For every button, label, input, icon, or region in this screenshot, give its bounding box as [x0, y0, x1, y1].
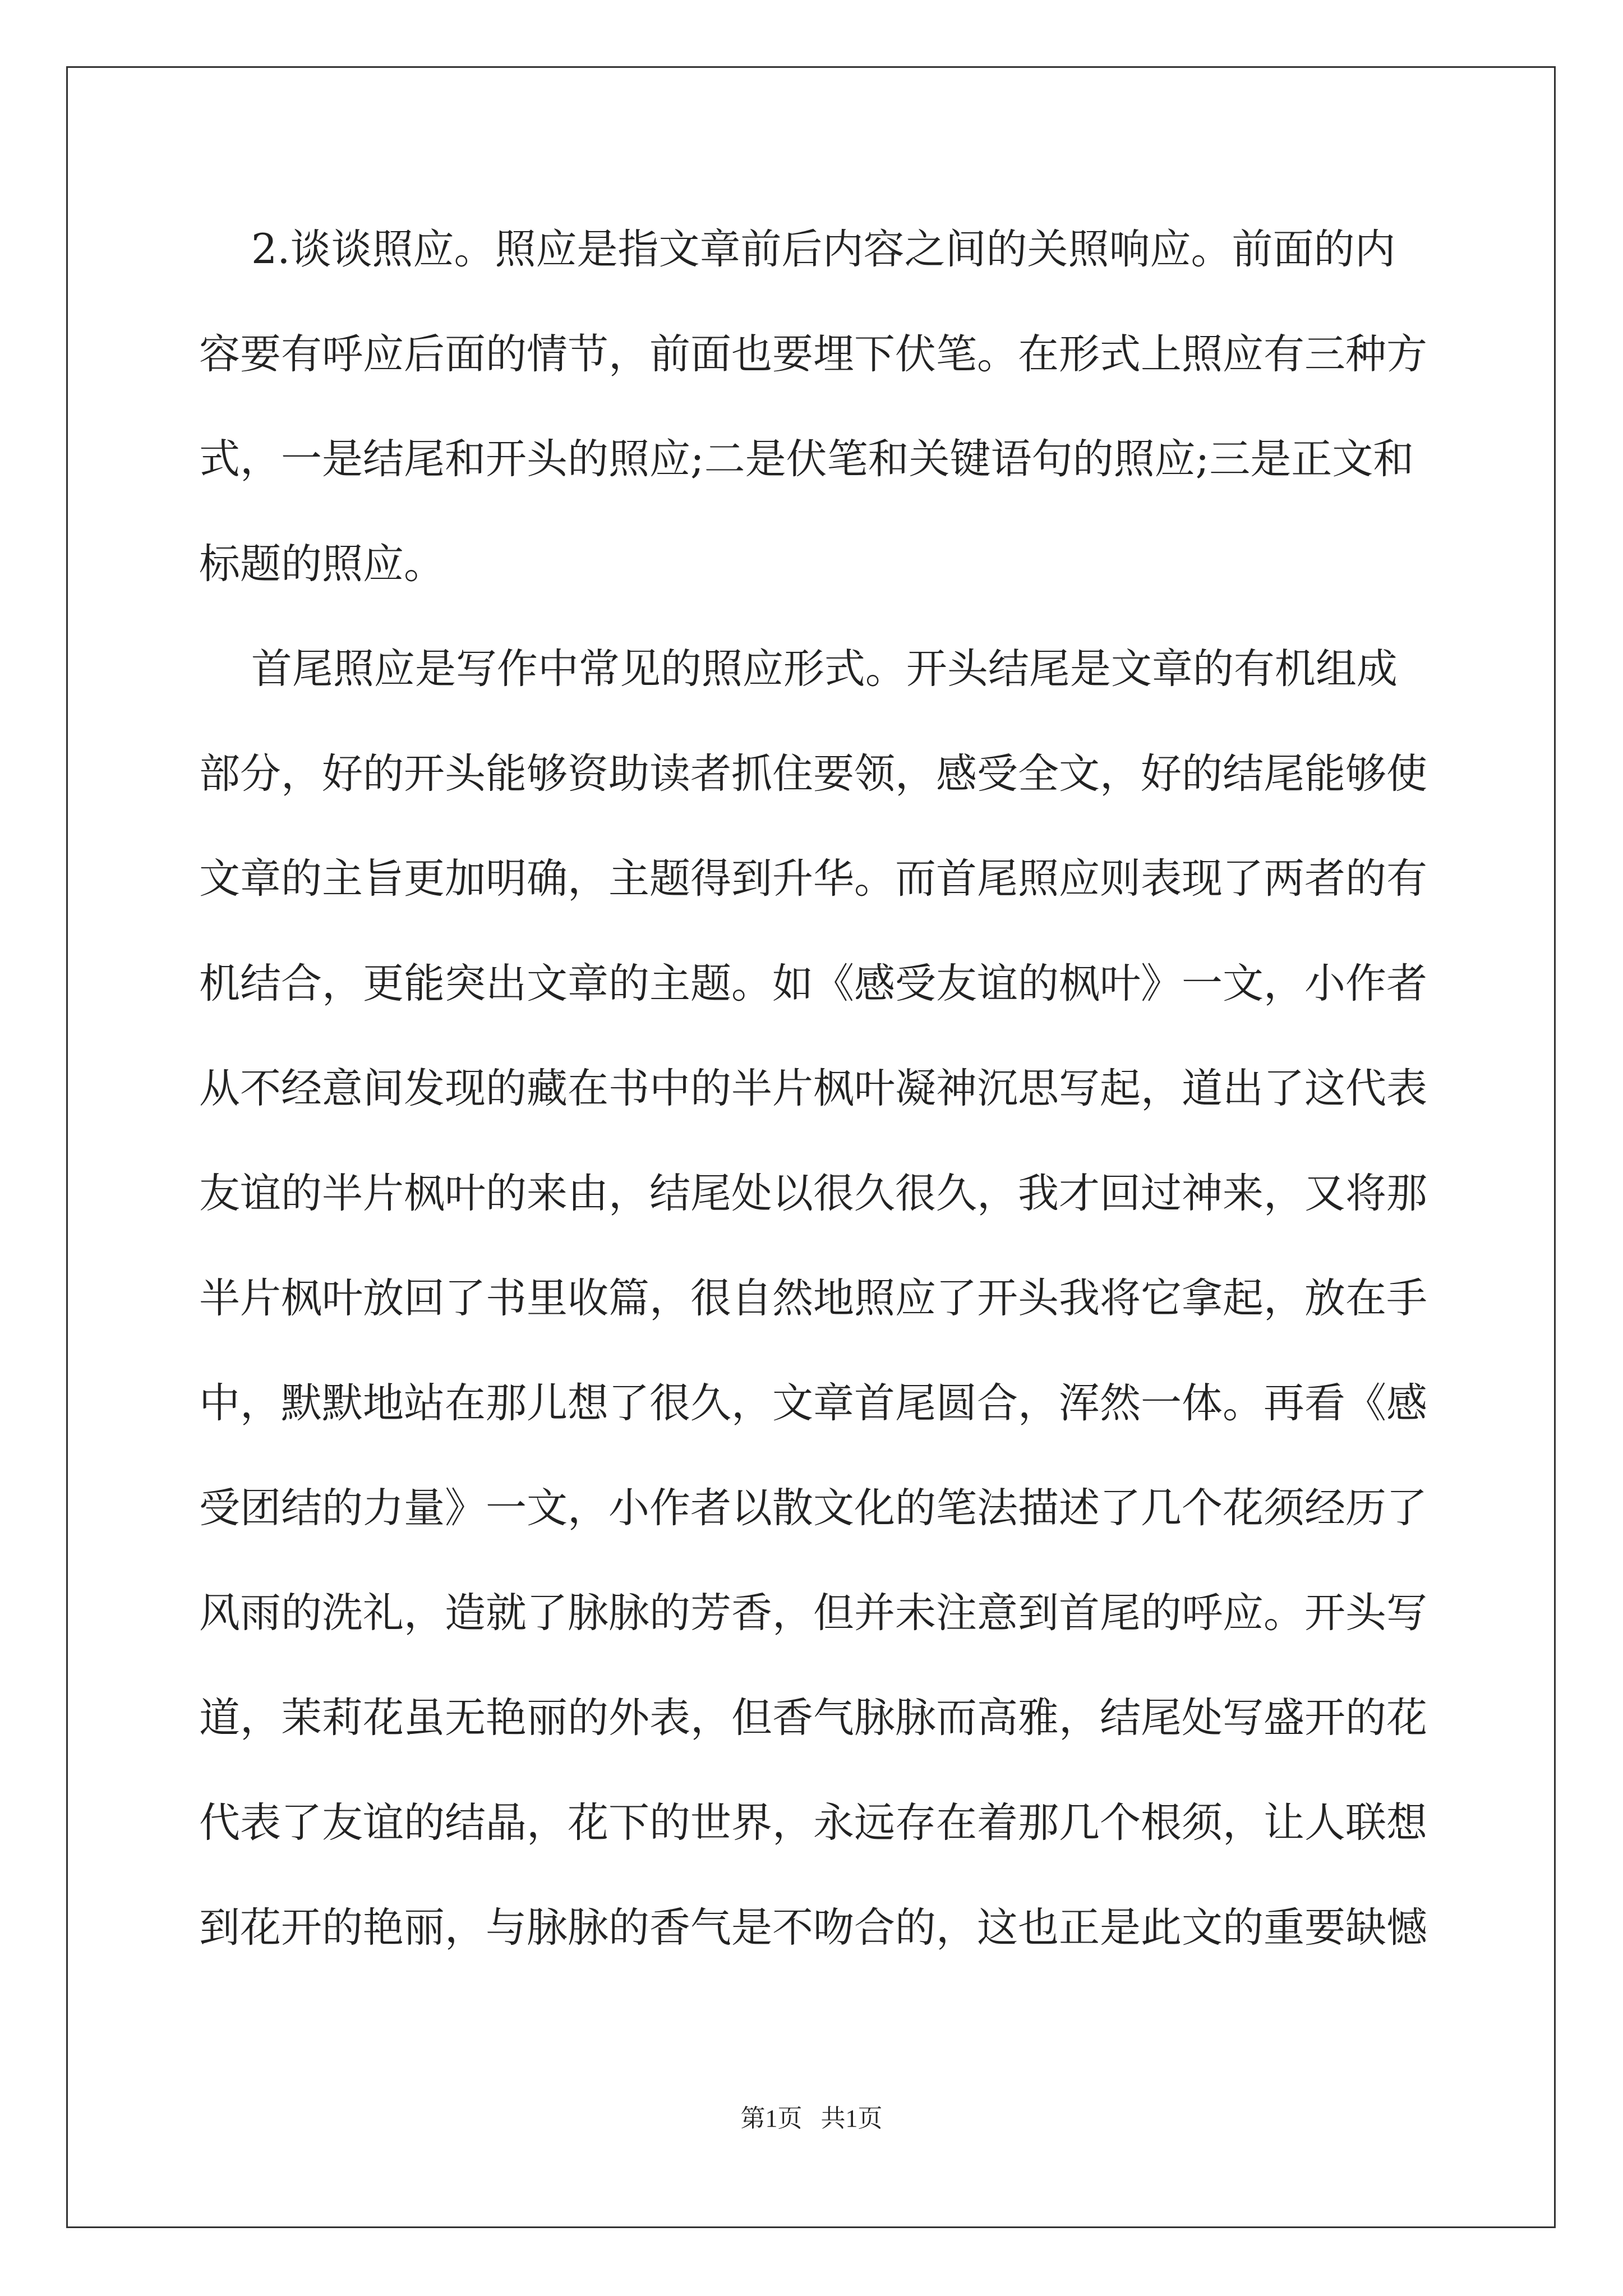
paragraph-line: 2.谈谈照应。照应是指文章前后内容之间的关照响应。前面的内	[199, 226, 1396, 273]
paragraph-line: 文章的主旨更加明确，主题得到升华。而首尾照应则表现了两者的有	[199, 855, 1427, 903]
paragraph-line: 标题的照应。	[199, 540, 445, 588]
paragraph-line: 代表了友谊的结晶，花下的世界，永远存在着那几个根须，让人联想	[199, 1799, 1427, 1847]
paragraph-line: 部分，好的开头能够资助读者抓住要领，感受全文，好的结尾能够使	[199, 750, 1427, 798]
paragraph-line: 中，默默地站在那儿想了很久，文章首尾圆合，浑然一体。再看《感	[199, 1379, 1427, 1427]
paragraph-line: 受团结的力量》一文，小作者以散文化的笔法描述了几个花须经历了	[199, 1484, 1427, 1532]
document-body	[199, 216, 1430, 1999]
page-number-footer: 第1页 共1页	[740, 2105, 883, 2132]
paragraph-line: 到花开的艳丽，与脉脉的香气是不吻合的，这也正是此文的重要缺憾	[199, 1904, 1427, 1952]
paragraph-line: 道，茉莉花虽无艳丽的外表，但香气脉脉而高雅，结尾处写盛开的花	[199, 1694, 1427, 1742]
paragraph-line: 风雨的洗礼，造就了脉脉的芳香，但并未注意到首尾的呼应。开头写	[199, 1589, 1427, 1637]
paragraph-line: 式，一是结尾和开头的照应;二是伏笔和关键语句的照应;三是正文和	[199, 435, 1414, 483]
paragraph-line: 机结合，更能突出文章的主题。如《感受友谊的枫叶》一文，小作者	[199, 960, 1427, 1007]
paragraph-line: 从不经意间发现的藏在书中的半片枫叶凝神沉思写起，道出了这代表	[199, 1065, 1427, 1112]
paragraph-line: 半片枫叶放回了书里收篇，很自然地照应了开头我将它拿起，放在手	[199, 1274, 1427, 1322]
paragraph-line: 容要有呼应后面的情节，前面也要埋下伏笔。在形式上照应有三种方	[199, 330, 1427, 378]
paragraph-line: 友谊的半片枫叶的来由，结尾处以很久很久，我才回过神来，又将那	[199, 1170, 1427, 1217]
paragraph-line: 首尾照应是写作中常见的照应形式。开头结尾是文章的有机组成	[199, 645, 1398, 693]
